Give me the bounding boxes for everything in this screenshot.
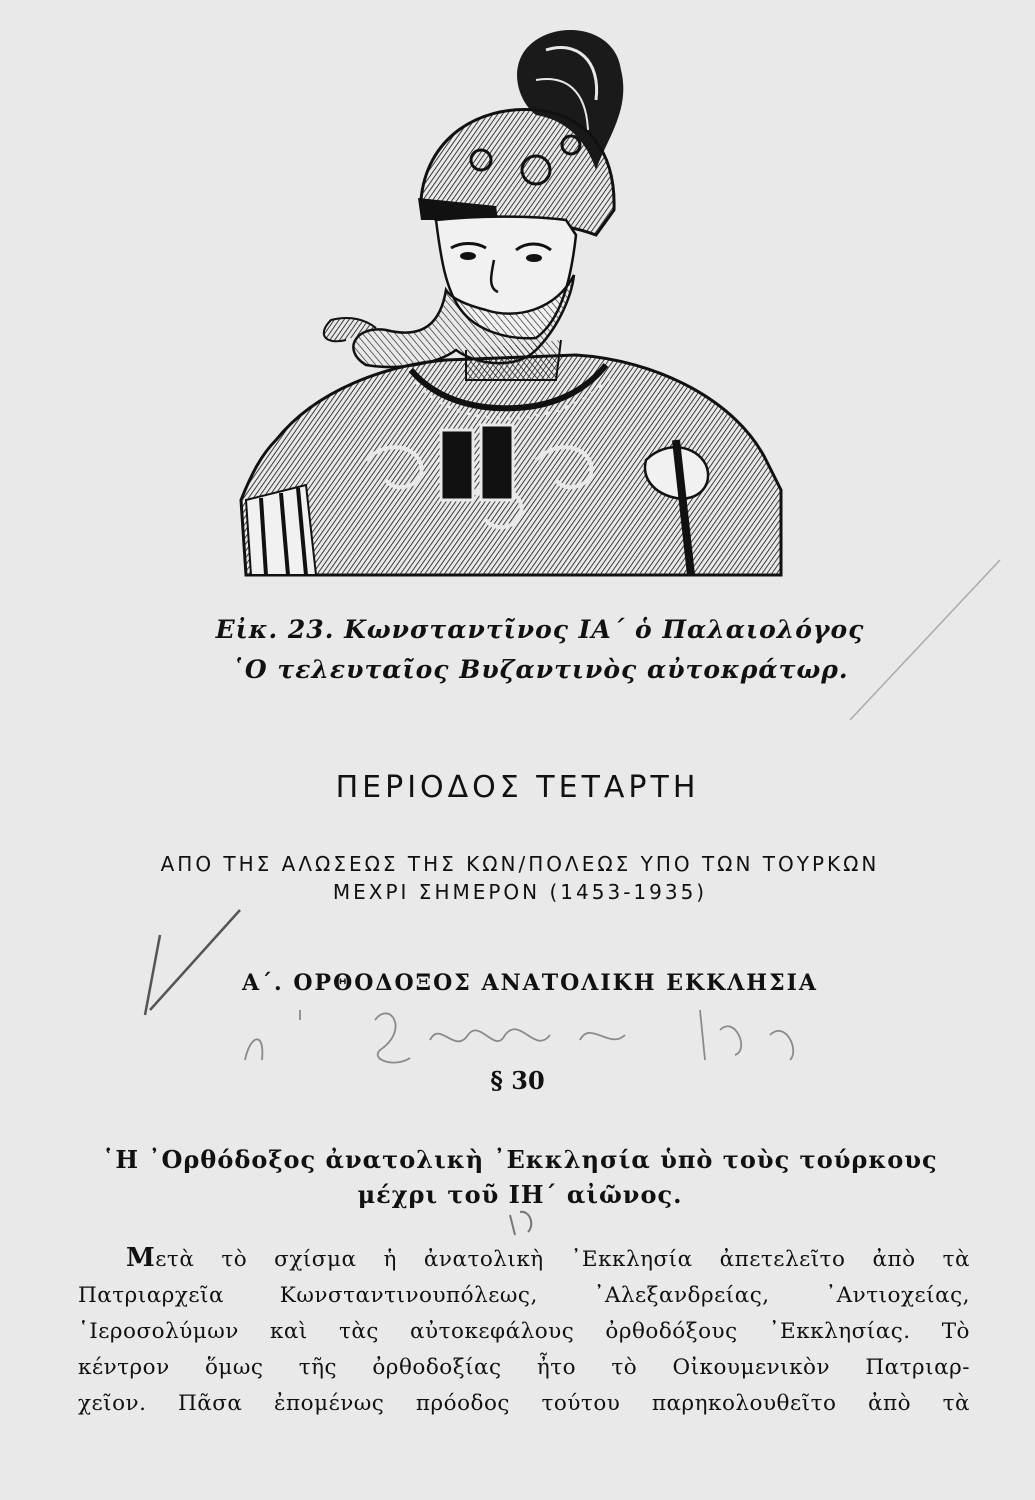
- subheading-line-1: ῾Η ᾿Ορθόδοξος ἀνατολικὴ ᾿Εκκλησία ὑπὸ τοὺς τούρκους: [102, 1145, 938, 1174]
- pencil-checkmark: [145, 910, 240, 1015]
- paragraph-number: § 30: [490, 1066, 545, 1095]
- figure-caption-line-2: ῾Ο τελευταῖος Βυζαντινὸς αὐτοκράτωρ.: [231, 655, 849, 684]
- body-line-text: ετὰ τὸ σχίσμα ἡ ἀνατολικὴ ᾿Εκκλησία ἀπετελεῖτο ἀπὸ τὰ: [155, 1247, 970, 1272]
- period-subtitle-line-2: ΜΕΧΡΙ ΣΗΜΕΡΟΝ (1453-1935): [332, 880, 708, 904]
- body-line: Πατριαρχεῖα Κωνσταντινουπόλεως, ᾿Αλεξανδρείας, ᾿Αντιοχείας,: [78, 1283, 970, 1308]
- body-line: [78, 1240, 970, 1278]
- body-paragraph: [78, 1240, 970, 1422]
- subheading-line-2: μέχρι τοῦ ΙΗ΄ αἰῶνος.: [357, 1180, 683, 1209]
- body-line: κέντρον ὅμως τῆς ὀρθοδοξίας ἦτο τὸ Οἰκουμενικὸν Πατριαρ-: [78, 1355, 970, 1380]
- body-line: χεῖον. Πᾶσα ἐπομένως πρόοδος τούτου παρηκολουθεῖτο ἀπὸ τὰ: [78, 1391, 970, 1416]
- emperor-portrait-illustration: [236, 20, 784, 580]
- pencil-scribble: [245, 1010, 793, 1063]
- pencil-margin-mark: [510, 1212, 531, 1235]
- drop-cap: Μ: [126, 1243, 156, 1273]
- period-title: ΠΕΡΙΟΔΟΣ ΤΕΤΑΡΤΗ: [335, 770, 700, 805]
- body-line: ῾Ιεροσολύμων καὶ τὰς αὐτοκεφάλους ὀρθοδόξους ᾿Εκκλησίας. Τὸ: [78, 1319, 970, 1344]
- section-heading: Α΄. ΟΡΘΟΔΟΞΟΣ ΑΝΑΤΟΛΙΚΗ ΕΚΚΛΗΣΙΑ: [241, 970, 818, 996]
- period-subtitle-line-1: ΑΠΟ ΤΗΣ ΑΛΩΣΕΩΣ ΤΗΣ ΚΩΝ/ΠΟΛΕΩΣ ΥΠΟ ΤΩΝ ΤΟΥΡΚΩΝ: [160, 852, 880, 876]
- figure-caption-line-1: Εἰκ. 23. Κωνσταντῖνος ΙΑ΄ ὁ Παλαιολόγος: [215, 615, 865, 644]
